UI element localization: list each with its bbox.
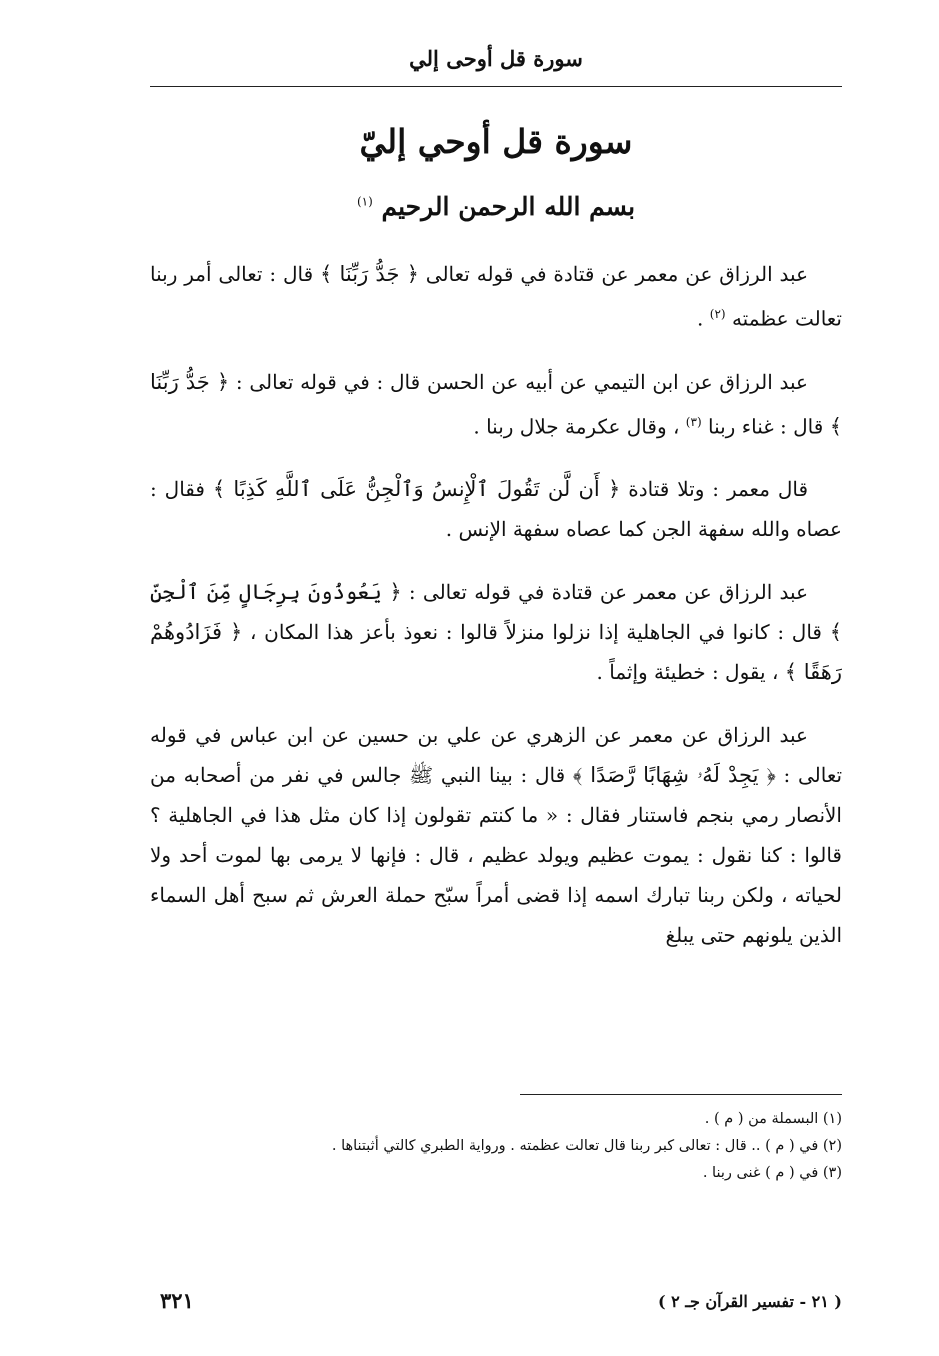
- paragraph-text: عبد الرزاق عن ابن التيمي عن أبيه عن الحسن قال : في قوله تعالى :: [235, 369, 808, 394]
- footnote-1: (١) البسملة من ( م ) .: [704, 1111, 842, 1127]
- quran-quote: ﴿ يَعُوذُونَ بِرِجَالٍ مِّنَ ٱلْجِنِّ ﴾: [150, 580, 843, 645]
- surah-title: سورة قل أوحي إليّ: [359, 122, 633, 161]
- running-header: سورة قل أوحى إلي: [409, 46, 583, 71]
- paragraph-text: فقال : عصاه والله سفهة الجن كما عصاه سفهة الإنس .: [150, 477, 842, 542]
- footnote-ref-3: (٣): [685, 414, 702, 429]
- quran-quote: ﴿ يَجِدْ لَهُۥ شِهَابًا رَّصَدًا ﴾: [572, 763, 776, 788]
- footnote-ref-2: (٢): [709, 307, 726, 321]
- quran-quote: ﴿ فَزَادُوهُمْ رَهَقًا ﴾: [150, 620, 842, 685]
- footnote-2: (٢) في ( م ) .. قال : تعالى كبر ربنا قال تعالت عظمته . ورواية الطبري كالتي أثبتناها .: [331, 1138, 842, 1154]
- paragraph-1: [150, 254, 842, 339]
- paragraph-text: عبد الرزاق عن معمر عن قتادة في قوله تعالى: [425, 262, 808, 286]
- quran-quote: ﴿ أَن لَّن تَقُولَ ٱلْإِنسُ وَٱلْجِنُّ عَلَى ٱللَّهِ كَذِبًا ﴾: [212, 477, 621, 502]
- basmala: [150, 192, 842, 221]
- paragraph-5: [150, 715, 842, 955]
- paragraph-3: [150, 469, 842, 549]
- footnote-rule: [520, 1094, 842, 1095]
- basmala-text: بسم الله الرحمن الرحيم: [381, 192, 636, 221]
- paragraph-4: [150, 572, 842, 692]
- paragraph-text: قال معمر : وتلا قتادة: [628, 477, 809, 502]
- footnote-ref-1: (١): [356, 194, 373, 209]
- main-text: [150, 254, 842, 978]
- paragraph-text: ، يقول : خطيئة وإثماً .: [596, 660, 779, 685]
- signature-mark: ( ٢١ - تفسير القرآن جـ ٢ ): [657, 1292, 842, 1311]
- paragraph-text: .: [697, 306, 704, 331]
- footnote-3: (٣) في ( م ) غنى ربنا .: [702, 1165, 842, 1181]
- page-number: ٣٢١: [160, 1288, 194, 1313]
- header-rule: [150, 86, 842, 87]
- paragraph-text: عبد الرزاق عن معمر عن الزهري عن علي بن حسين عن ابن عباس في قوله تعالى :: [150, 723, 843, 788]
- paragraph-text: قال : بينا النبي ﷺ جالس في نفر من أصحابه من الأنصار رمي بنجم فاستنار فقال : « ما كنتم تقولون إذا كان مثل هذا في الجاهلية ؟ قالوا : كنا نقول : يموت عظيم ويولد عظيم ، قال : فإنها لا يرمى بها لموت أحد ولا لحياته ، ولكن ربنا تبارك اسمه إذا قضى أمراً سبّح حملة العرش ثم سبح أهل السماء الذين يلونهم حتى يبلغ: [150, 763, 843, 948]
- paragraph-text: قال : كانوا في الجاهلية إذا نزلوا منزلاً قالوا : نعوذ بأعز هذا المكان ،: [250, 620, 822, 645]
- footnotes: [150, 1106, 842, 1187]
- paragraph-text: عبد الرزاق عن معمر عن قتادة في قوله تعالى :: [408, 580, 808, 605]
- paragraph-text: قال : تعالى أمر ربنا تعالت عظمته: [150, 262, 842, 331]
- quran-quote: ﴿ جَدُّ رَبِّنَا ﴾: [150, 369, 842, 439]
- quran-quote: ﴿ جَدُّ رَبِّنَا ﴾: [320, 262, 419, 286]
- paragraph-text: ، وقال عكرمة جلال ربنا .: [473, 414, 680, 439]
- paragraph-2: [150, 362, 842, 447]
- paragraph-text: قال : غناء ربنا: [707, 414, 824, 439]
